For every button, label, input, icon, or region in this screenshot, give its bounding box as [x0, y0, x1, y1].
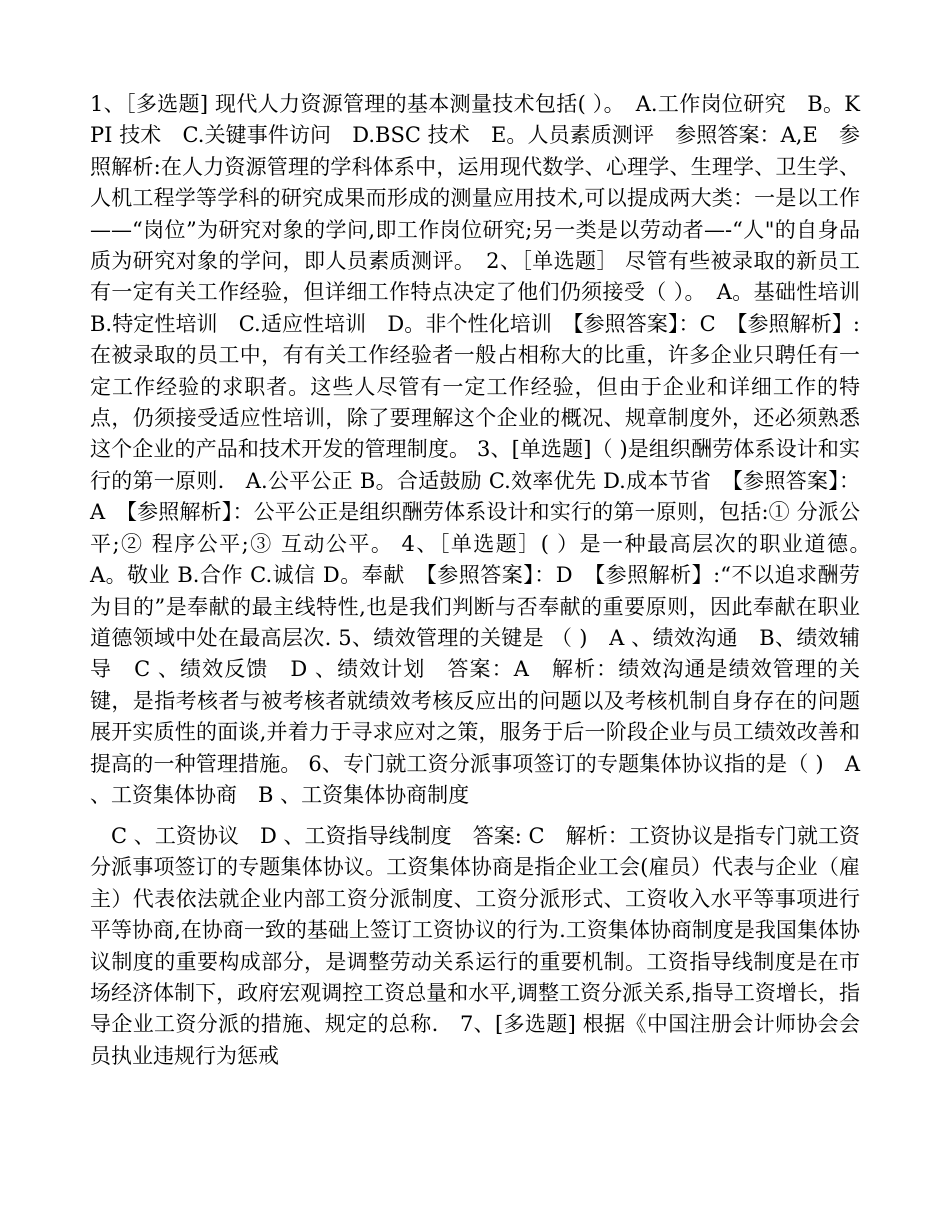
- exam-text-block-2: C 、工资协议 D 、工资指导线制度 答案: C 解析：工资协议是指专门就工资分派事项签订的专题集体协议。工资集体协商是指企业工会(雇员）代表与企业（雇主）代表依法就企业内部工资分派制度、工资分派形式、工资收入水平等事项进行平等协商,在协商一致的基础上签订工资协议的行为.工资集体协商制度是我国集体协议制度的重要构成部分，是调整劳动关系运行的重要机制。工资指导线制度是在市场经济体制下，政府宏观调控工资总量和水平,调整工资分派关系,指导工资增长，指导企业工资分派的措施、规定的总称. 7、[多选题] 根据《中国注册会计师协会会员执业违规行为惩戒: [90, 824, 860, 1068]
- exam-text-block-1: 1、［多选题] 现代人力资源管理的基本测量技术包括( ）。 A.工作岗位研究 B。KPI 技术 C.关键事件访问 D.BSC 技术 E。人员素质测评 参照答案：A,E 参照解析:在人力资源管理的学科体系中，运用现代数学、心理学、生理学、卫生学、人机工程学等学科的研究成果而形成的测量应用技术,可以提成两大类：一是以工作——“岗位”为研究对象的学问,即工作岗位研究;另一类是以劳动者—-“人"的自身品质为研究对象的学问，即人员素质测评。 2、［单选题］ 尽管有些被录取的新员工有一定有关工作经验，但详细工作特点决定了他们仍须接受（ ）。 A。基础性培训 B.特定性培训 C.适应性培训 D。非个性化培训 【参照答案】：C 【参照解析】:在被录取的员工中，有有关工作经验者一般占相称大的比重，许多企业只聘任有一定工作经验的求职者。这些人尽管有一定工作经验，但由于企业和详细工作的特点，仍须接受适应性培训，除了要理解这个企业的概况、规章制度外，还必须熟悉这个企业的产品和技术开发的管理制度。 3、[单选题]（ )是组织酬劳体系设计和实行的第一原则. A.公平公正 B。合适鼓励 C.效率优先 D.成本节省 【参照答案】：A 【参照解析】：公平公正是组织酬劳体系设计和实行的第一原则，包括:① 分派公平;② 程序公平;③ 互动公平。 4、［单选题］( ）是一种最高层次的职业道德。 A。敬业 B.合作 C.诚信 D。奉献 【参照答案】：D 【参照解析】:“不以追求酬劳为目的”是奉献的最主线特性,也是我们判断与否奉献的重要原则，因此奉献在职业道德领域中处在最高层次. 5、绩效管理的关键是 （ ) A 、绩效沟通 B、绩效辅导 C 、绩效反馈 D 、绩效计划 答案：A 解析：绩效沟通是绩效管理的关键，是指考核者与被考核者就绩效考核反应出的问题以及考核机制自身存在的问题展开实质性的面谈,并着力于寻求应对之策，服务于后一阶段企业与员工绩效改善和提高的一种管理措施。 6、专门就工资分派事项签订的专题集体协议指的是（ ) A 、工资集体协商 B 、工资集体协商制度: [90, 92, 881, 807]
